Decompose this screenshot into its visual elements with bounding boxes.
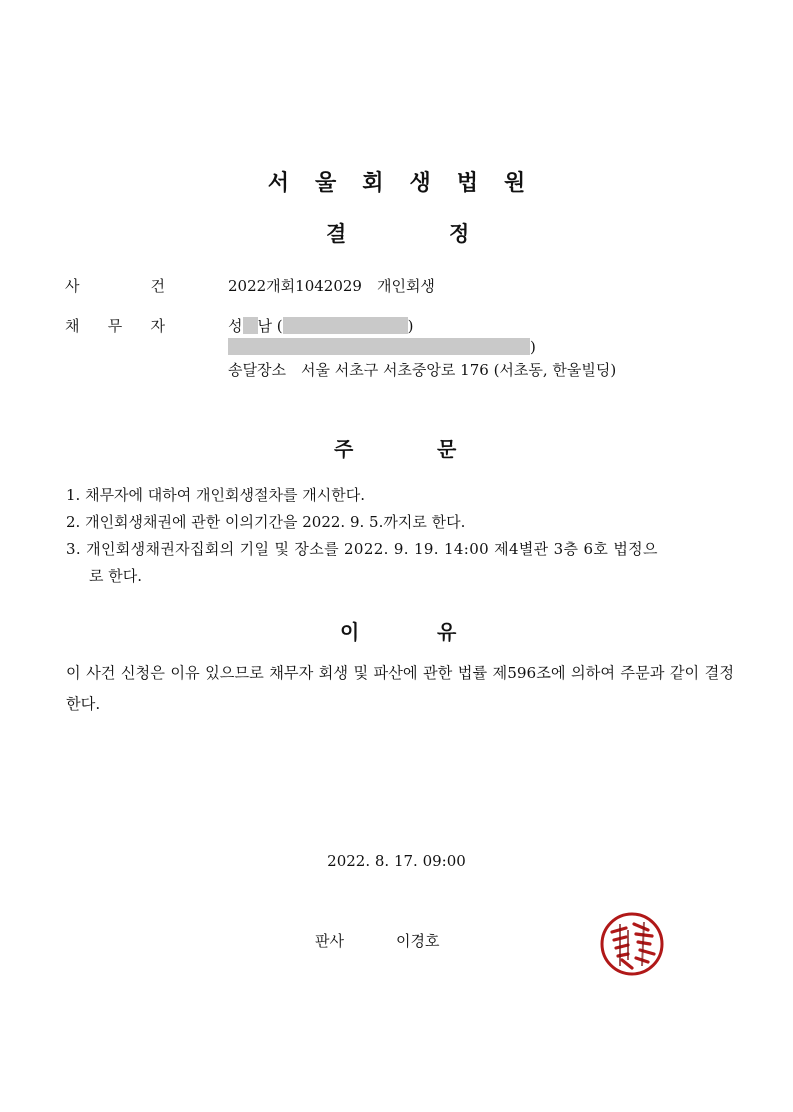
case-label-char: 사 (65, 277, 80, 295)
case-label-char: 건 (150, 277, 165, 295)
order-heading-left: 주 (334, 437, 354, 461)
judge-name: 이경호 (396, 932, 440, 950)
order-heading-right: 문 (437, 437, 457, 461)
doc-type-right: 정 (449, 222, 470, 246)
service-address: 송달장소 서울 서초구 서초중앙로 176 (서초동, 한울빌딩) (228, 361, 617, 379)
reason-text: 이 사건 신청은 이유 있으므로 채무자 회생 및 파산에 관한 법률 제596조에 의하여 주문과 같이 결정한다. (66, 664, 734, 713)
redaction-bar (283, 317, 408, 334)
debtor-name (228, 315, 413, 336)
reason-heading-left: 이 (340, 620, 360, 644)
close-paren: ) (407, 317, 414, 335)
debtor-name-first: 성 (228, 317, 243, 335)
doc-type-left: 결 (326, 222, 347, 246)
decision-date: 2022. 8. 17. 09:00 (327, 852, 466, 870)
judge-title: 판사 (315, 932, 344, 950)
close-paren: ) (530, 338, 536, 356)
debtor-label-char: 자 (150, 317, 165, 335)
debtor-label-char: 채 (65, 317, 80, 335)
order-item-continuation: 로 한다. (89, 567, 143, 585)
debtor-label-char: 무 (107, 317, 123, 335)
case-label (65, 275, 165, 296)
order-item: 1. 채무자에 대하여 개인회생절차를 개시한다. (66, 486, 365, 504)
debtor-address (228, 338, 536, 356)
redaction-bar (243, 317, 258, 334)
judge-seal-icon (598, 910, 666, 978)
debtor-label (65, 315, 165, 336)
case-number: 2022개회1042029 개인회생 (228, 277, 435, 295)
order-item: 3. 개인회생채권자집회의 기일 및 장소를 2022. 9. 19. 14:00 제4별관 3층 6호 법정으 (66, 540, 658, 558)
reason-heading-right: 유 (437, 620, 457, 644)
debtor-name-last: 남 ( (257, 317, 283, 335)
order-item: 2. 개인회생채권에 관한 이의기간을 2022. 9. 5.까지로 한다. (66, 513, 466, 531)
redaction-bar (228, 338, 530, 355)
court-title: 서울회생법원 (267, 171, 552, 196)
